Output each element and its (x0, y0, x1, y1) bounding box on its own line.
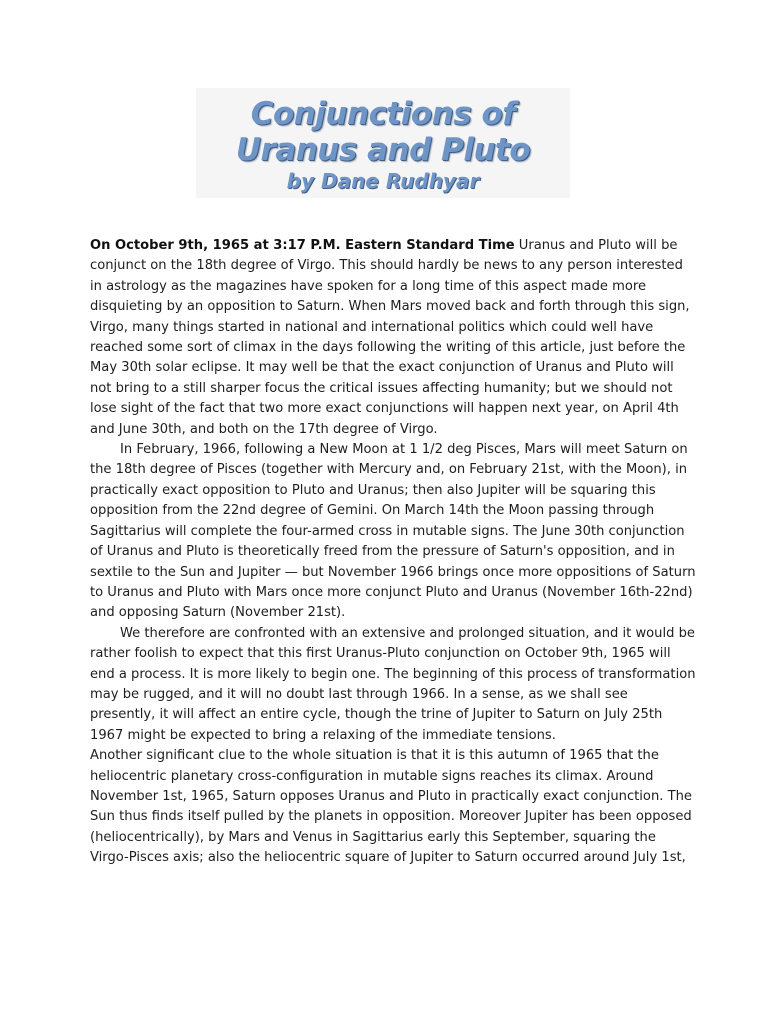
text-line: opposition from the 22nd degree of Gemini. On March 14th the Moon passing through (90, 503, 655, 519)
text-line: presently, it will affect an entire cycle, though the trine of Jupiter to Saturn on July 25th (90, 707, 663, 723)
text-line: conjunct on the 18th degree of Virgo. This should hardly be news to any person interested (90, 258, 683, 274)
text-line: In February, 1966, following a New Moon at 1 1/2 deg Pisces, Mars will meet Saturn on (120, 442, 688, 458)
text-line: and opposing Saturn (November 21st). (90, 605, 346, 621)
text-line: may be rugged, and it will no doubt last through 1966. In a sense, as we shall see (90, 686, 628, 702)
text-line: rather foolish to expect that this first Uranus-Pluto conjunction on October 9th, 1965 will (90, 646, 671, 662)
text-line: of Uranus and Pluto is theoretically freed from the pressure of Saturn's opposition, and in (90, 544, 675, 560)
text-line: We therefore are confronted with an extensive and prolonged situation, and it would be (120, 625, 695, 641)
text-line: end a process. It is more likely to begin one. The beginning of this process of transformation (90, 666, 696, 682)
text-line: May 30th solar eclipse. It may well be that the exact conjunction of Uranus and Pluto will (90, 360, 674, 376)
text-line: November 1st, 1965, Saturn opposes Uranus and Pluto in practically exact conjunction. The (90, 788, 692, 804)
text-line: Sagittarius will complete the four-armed cross in mutable signs. The June 30th conjunction (90, 523, 685, 539)
text-line: sextile to the Sun and Jupiter — but November 1966 brings once more oppositions of Saturn (90, 564, 696, 580)
author-byline: by Dane Rudhyar (286, 169, 480, 193)
text-line: reached some sort of climax in the days following the writing of this article, just before the (90, 340, 686, 356)
title-line-2: Uranus and Pluto (235, 132, 531, 168)
article-body (90, 236, 696, 869)
text-line: (heliocentrically), by Mars and Venus in Sagittarius early this September, squaring the (90, 829, 656, 845)
text-line: practically exact opposition to Pluto and Uranus; then also Jupiter will be squaring this (90, 482, 656, 498)
lead-sentence: On October 9th, 1965 at 3:17 P.M. Eastern Standard Time (90, 238, 515, 253)
text-line: in astrology as the magazines have spoken for a long time of this aspect made more (90, 278, 647, 294)
paragraph-1-line-1 (90, 236, 682, 256)
text-line: Uranus and Pluto will be (514, 238, 678, 253)
text-line: lose sight of the fact that two more exact conjunctions will happen next year, on April 4th (90, 401, 679, 417)
paragraph-3 (90, 624, 696, 746)
text-line: 1967 might be expected to bring a relaxing of the immediate tensions. (90, 727, 556, 743)
text-line: Another significant clue to the whole situation is that it is this autumn of 1965 that the (90, 748, 659, 764)
text-line: Sun thus finds itself pulled by the planets in opposition. Moreover Jupiter has been opposed (90, 809, 692, 825)
text-line: Virgo, many things started in national and international politics which could well have (90, 319, 654, 335)
text-line: to Uranus and Pluto with Mars once more conjunct Pluto and Uranus (November 16th-22nd) (90, 584, 693, 600)
text-line: the 18th degree of Pisces (together with Mercury and, on February 21st, with the Moon), in (90, 462, 688, 478)
paragraph-2 (90, 440, 696, 624)
title-line-1: Conjunctions of (250, 96, 516, 132)
paragraph-1 (90, 236, 690, 440)
text-line: not bring to a still sharper focus the critical issues affecting humanity; but we should not (90, 380, 673, 396)
text-line: disquieting by an opposition to Saturn. When Mars moved back and forth through this sign, (90, 299, 690, 315)
text-line: Virgo-Pisces axis; also the heliocentric square of Jupiter to Saturn occurred around July 1st, (90, 850, 686, 866)
text-line: and June 30th, and both on the 17th degree of Virgo. (90, 421, 438, 437)
paragraph-4 (90, 746, 692, 868)
text-line: heliocentric planetary cross-configuration in mutable signs reaches its climax. Around (90, 768, 654, 784)
title-banner (196, 88, 570, 198)
